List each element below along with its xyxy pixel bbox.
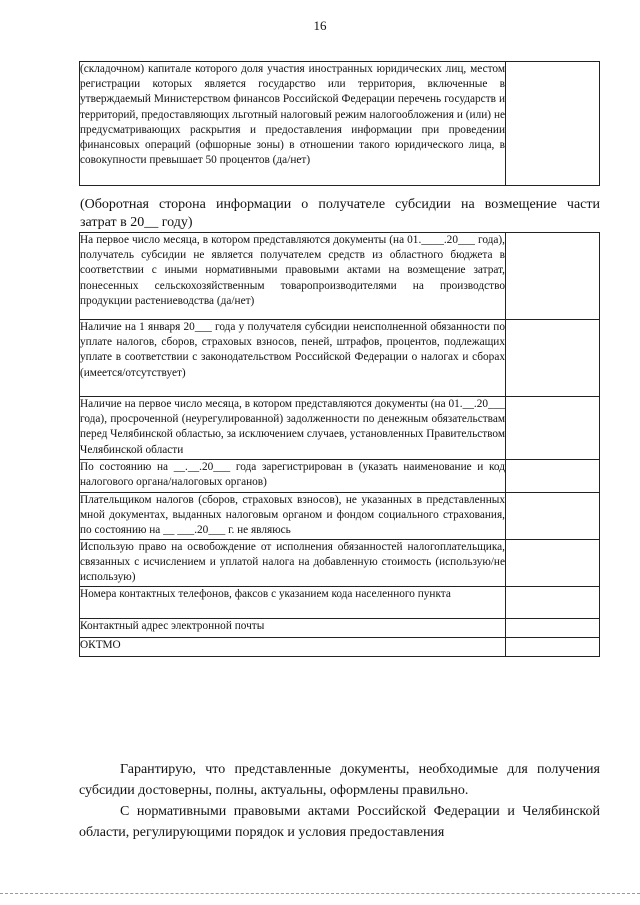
row-value-cell[interactable] — [506, 62, 600, 186]
row-text: Контактный адрес электронной почты — [80, 619, 506, 638]
section-heading-line2: затрат в 20__ году) — [80, 215, 193, 230]
row-text: Использую право на освобождение от исполнения обязанностей налогоплательщика, связанных с исчислением и уплатой налога на добавленную стоимость (использую/не использую) — [80, 540, 506, 587]
table-row — [80, 638, 600, 657]
row-value-cell[interactable] — [506, 493, 600, 540]
row-text: Наличие на 1 января 20___ года у получателя субсидии неисполненной обязанности по уплате налогов, сборов, страховых взносов, пеней, штрафов, процентов, подлежащих уплате в соответствии с законодательством Российской Федерации о налогах и сборах (имеется/отсутствует) — [80, 320, 506, 397]
recipient-info-table — [79, 232, 600, 657]
acknowledgement-paragraph: С нормативными правовыми актами Российской Федерации и Челябинской области, регулирующими порядок и условия предоставления — [79, 804, 600, 840]
page-number: 16 — [313, 18, 327, 33]
guarantee-paragraph: Гарантирую, что представленные документы, необходимые для получения субсидии достоверны, полны, актуальны, оформлены правильно. — [79, 762, 600, 798]
row-text: (складочном) капитале которого доля участия иностранных юридических лиц, местом регистрации которых является государство или территория, включенные в утверждаемый Министерством финансов Российской Федерации перечень государств и территорий, предоставляющих льготный налоговый режим налогообложения и (или) не предусматривающих раскрытия и предоставления информации при проведении финансовых операций (офшорные зоны) в отношении такого юридического лица, в совокупности превышает 50 процентов (да/нет) — [80, 62, 506, 186]
row-value-cell[interactable] — [506, 540, 600, 587]
section-heading — [80, 196, 600, 232]
offshore-info-table — [79, 61, 600, 186]
table-row — [80, 493, 600, 540]
row-value-cell[interactable] — [506, 320, 600, 397]
table-row — [80, 397, 600, 460]
row-value-cell[interactable] — [506, 587, 600, 619]
row-text: По состоянию на __.__.20___ года зарегистрирован в (указать наименование и код налогового органа/налоговых органов) — [80, 460, 506, 493]
row-value-cell[interactable] — [506, 619, 600, 638]
table-row — [80, 233, 600, 320]
row-value-cell[interactable] — [506, 638, 600, 657]
row-value-cell[interactable] — [506, 233, 600, 320]
table-row — [80, 587, 600, 619]
table-row — [80, 460, 600, 493]
row-text: ОКТМО — [80, 638, 506, 657]
page-bottom-rule — [0, 893, 640, 894]
table-row — [80, 320, 600, 397]
table-row — [80, 62, 600, 186]
row-text: Плательщиком налогов (сборов, страховых взносов), не указанных в представленных мной документах, выданных налоговым органом и фондом социального страхования, по состоянию на __ ___.20___ г. не являюсь — [80, 493, 506, 540]
row-text: Наличие на первое число месяца, в котором представляются документы (на 01.__.20___ года), просроченной (неурегулированной) задолженности по денежным обязательствам перед Челябинской областью, за исключением случаев, установленных Правительством Челябинской области — [80, 397, 506, 460]
row-value-cell[interactable] — [506, 397, 600, 460]
row-value-cell[interactable] — [506, 460, 600, 493]
row-text: На первое число месяца, в котором представляются документы (на 01.____.20___ года), получатель субсидии не является получателем средств из областного бюджета в соответствии с иными нормативными правовыми актами на возмещение затрат, понесенных сельскохозяйственным товаропроизводителями на производство продукции растениеводства (да/нет) — [80, 233, 506, 320]
table-row — [80, 619, 600, 638]
section-heading-line1: (Оборотная сторона информации о получателе субсидии на возмещение части — [80, 197, 600, 212]
row-text: Номера контактных телефонов, факсов с указанием кода населенного пункта — [80, 587, 506, 619]
table-row — [80, 540, 600, 587]
